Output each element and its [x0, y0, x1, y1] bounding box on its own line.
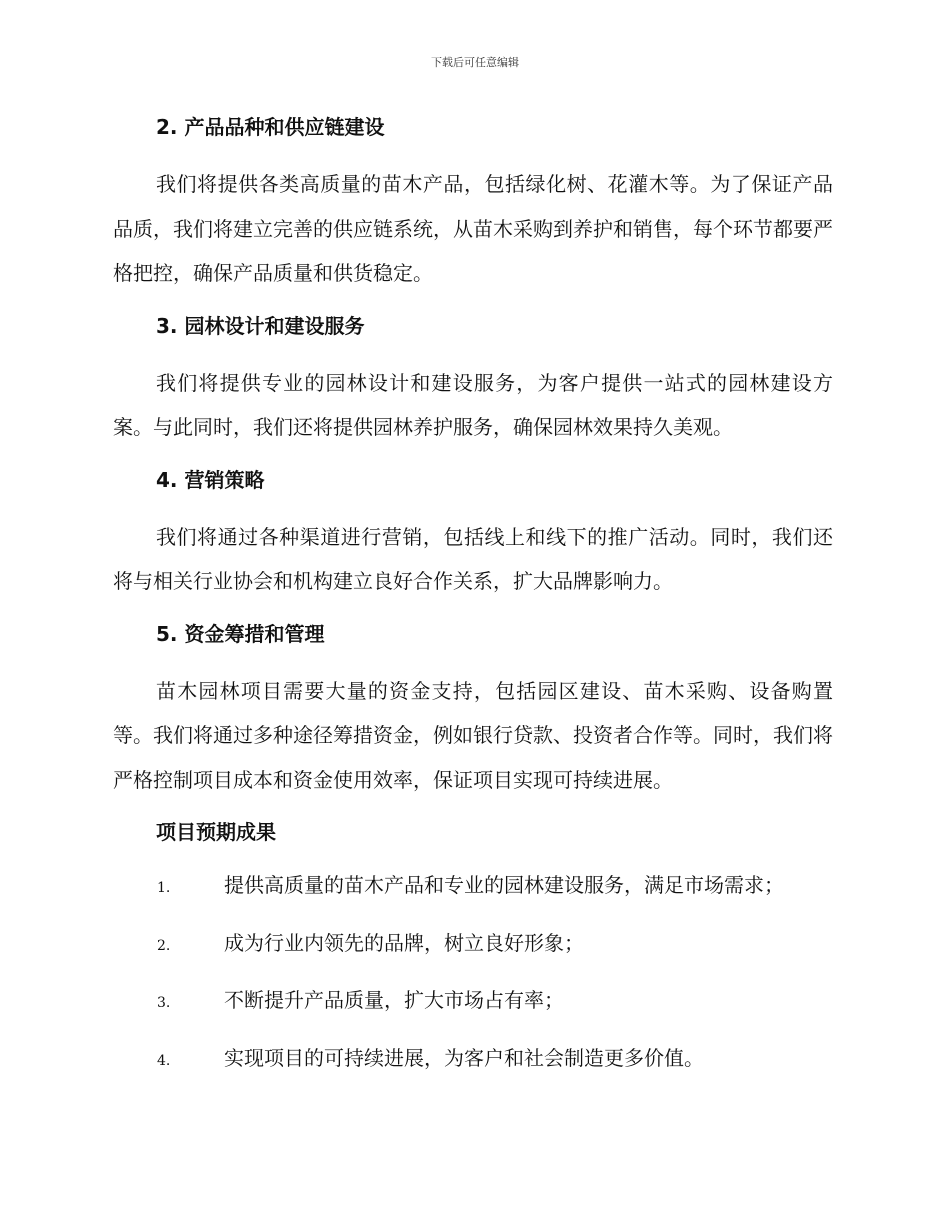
section-paragraph: 我们将提供各类高质量的苗木产品，包括绿化树、花灌木等。为了保证产品品质，我们将建立完善的供应链系统，从苗木采购到养护和销售，每个环节都要严格把控，确保产品质量和供货稳定。	[113, 172, 833, 285]
list-item	[113, 1042, 833, 1100]
list-item-text: 不断提升产品质量，扩大市场占有率；	[224, 988, 564, 1012]
section-funding	[113, 619, 833, 803]
outcome-list	[113, 869, 833, 1099]
section-marketing	[113, 465, 833, 604]
list-item-number: 4.	[157, 1052, 171, 1069]
outcomes-title: 项目预期成果	[156, 820, 276, 844]
list-item	[113, 984, 833, 1042]
list-item-text: 实现项目的可持续进展，为客户和社会制造更多价值。	[224, 1045, 704, 1070]
section-supply-chain	[113, 112, 833, 296]
document-body	[113, 112, 833, 1099]
section-paragraph: 苗木园林项目需要大量的资金支持，包括园区建设、苗木采购、设备购置等。我们将通过多种途径筹措资金，例如银行贷款、投资者合作等。同时，我们将严格控制项目成本和资金使用效率，保证项目实现可持续进展。	[113, 678, 833, 792]
section-heading: 2. 产品品种和供应链建设	[156, 115, 385, 139]
list-item-text: 提供高质量的苗木产品和专业的园林建设服务，满足市场需求；	[224, 873, 784, 897]
section-heading: 4. 营销策略	[156, 467, 265, 492]
list-item	[113, 869, 833, 927]
header-note: 下载后可任意编辑	[431, 56, 519, 69]
list-item-number: 1.	[157, 880, 171, 896]
section-outcomes	[113, 817, 833, 1099]
section-heading: 5. 资金筹措和管理	[156, 621, 325, 646]
list-item-number: 3.	[157, 995, 171, 1011]
section-garden-design	[113, 311, 833, 450]
list-item	[113, 927, 833, 985]
list-item-text: 成为行业内领先的品牌，树立良好形象；	[224, 930, 584, 955]
section-paragraph: 我们将通过各种渠道进行营销，包括线上和线下的推广活动。同时，我们还将与相关行业协会和机构建立良好合作关系，扩大品牌影响力。	[113, 524, 833, 593]
section-paragraph: 我们将提供专业的园林设计和建设服务，为客户提供一站式的园林建设方案。与此同时，我们还将提供园林养护服务，确保园林效果持久美观。	[113, 370, 833, 439]
list-item-number: 2.	[157, 937, 171, 954]
section-heading: 3. 园林设计和建设服务	[156, 313, 365, 338]
